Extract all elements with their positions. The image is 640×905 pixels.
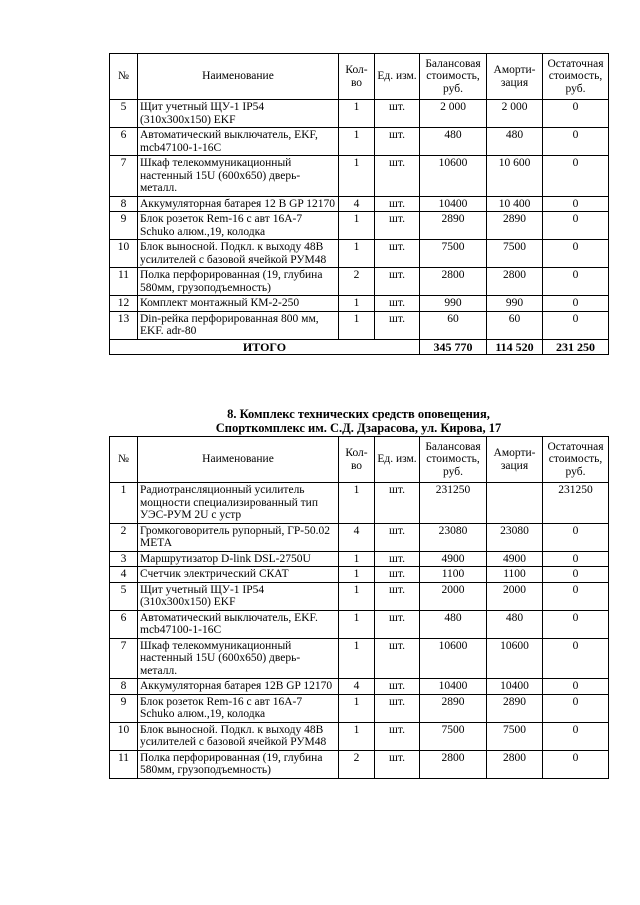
cell-num: 10 (110, 722, 138, 750)
cell-amortization: 4900 (487, 551, 543, 567)
cell-unit: шт. (375, 296, 420, 312)
cell-name: Блок выносной. Подкл. к выходу 48В усилителей с базовой ячейкой РУМ48 (138, 722, 339, 750)
cell-balance: 4900 (420, 551, 487, 567)
cell-unit: шт. (375, 694, 420, 722)
table-row (110, 610, 609, 638)
cell-num: 8 (110, 196, 138, 212)
cell-qty: 1 (339, 483, 375, 524)
cell-balance: 23080 (420, 523, 487, 551)
cell-unit: шт. (375, 722, 420, 750)
cell-unit: шт. (375, 156, 420, 197)
cell-qty: 1 (339, 240, 375, 268)
cell-num: 11 (110, 750, 138, 778)
col-header-unit: Ед. изм. (375, 437, 420, 483)
cell-residual: 231250 (543, 483, 609, 524)
cell-balance: 2800 (420, 750, 487, 778)
cell-name: Щит учетный ЩУ-1 IP54 (310x300x150) EKF (138, 100, 339, 128)
cell-unit: шт. (375, 311, 420, 339)
cell-amortization: 990 (487, 296, 543, 312)
cell-unit: шт. (375, 551, 420, 567)
cell-qty: 1 (339, 694, 375, 722)
cell-qty: 1 (339, 100, 375, 128)
cell-qty: 2 (339, 750, 375, 778)
col-header-residual: Остаточная стоимость, руб. (543, 54, 609, 100)
cell-residual: 0 (543, 679, 609, 695)
cell-num: 3 (110, 551, 138, 567)
cell-unit: шт. (375, 212, 420, 240)
cell-qty: 1 (339, 722, 375, 750)
cell-residual: 0 (543, 311, 609, 339)
cell-residual: 0 (543, 750, 609, 778)
cell-residual: 0 (543, 523, 609, 551)
col-header-num: № (110, 437, 138, 483)
col-header-amortization: Аморти-зация (487, 54, 543, 100)
cell-amortization: 480 (487, 128, 543, 156)
cell-qty: 4 (339, 523, 375, 551)
cell-num: 1 (110, 483, 138, 524)
table-row (110, 240, 609, 268)
cell-amortization: 10 400 (487, 196, 543, 212)
cell-qty: 4 (339, 679, 375, 695)
cell-amortization: 10400 (487, 679, 543, 695)
cell-num: 6 (110, 610, 138, 638)
cell-unit: шт. (375, 100, 420, 128)
cell-amortization: 1100 (487, 567, 543, 583)
cell-unit: шт. (375, 240, 420, 268)
cell-residual: 0 (543, 722, 609, 750)
col-header-balance: Балансовая стоимость, руб. (420, 437, 487, 483)
cell-qty: 1 (339, 311, 375, 339)
cell-name: Блок розеток Rem-16 с авт 16А-7 Schuko алюм.,19, колодка (138, 212, 339, 240)
cell-num: 9 (110, 212, 138, 240)
cell-qty: 1 (339, 582, 375, 610)
total-residual: 231 250 (543, 339, 609, 355)
cell-name: Автоматический выключатель, EKF. mcb47100-1-16C (138, 610, 339, 638)
table-row (110, 694, 609, 722)
total-balance: 345 770 (420, 339, 487, 355)
cell-num: 7 (110, 156, 138, 197)
cell-qty: 1 (339, 128, 375, 156)
cell-name: Счетчик электрический СКАТ (138, 567, 339, 583)
cell-balance: 10400 (420, 196, 487, 212)
table-header-row (110, 437, 609, 483)
table-row (110, 551, 609, 567)
cell-residual: 0 (543, 240, 609, 268)
cell-name: Щит учетный ЩУ-1 IP54 (310x300x150) EKF (138, 582, 339, 610)
cell-unit: шт. (375, 679, 420, 695)
cell-amortization: 7500 (487, 722, 543, 750)
col-header-balance: Балансовая стоимость, руб. (420, 54, 487, 100)
cell-residual: 0 (543, 196, 609, 212)
cell-unit: шт. (375, 268, 420, 296)
table-row (110, 679, 609, 695)
cell-amortization: 480 (487, 610, 543, 638)
col-header-residual: Остаточная стоимость, руб. (543, 437, 609, 483)
section-heading-line-2: Спорткомплекс им. С.Д. Дзарасова, ул. Кирова, 17 (215, 421, 502, 435)
cell-residual: 0 (543, 296, 609, 312)
table-row (110, 750, 609, 778)
cell-balance: 10600 (420, 156, 487, 197)
cell-name: Комплект монтажный КМ-2-250 (138, 296, 339, 312)
cell-qty: 1 (339, 296, 375, 312)
table-row (110, 638, 609, 679)
cell-unit: шт. (375, 567, 420, 583)
cell-balance: 1100 (420, 567, 487, 583)
col-header-name: Наименование (138, 54, 339, 100)
cell-residual: 0 (543, 694, 609, 722)
cell-residual: 0 (543, 100, 609, 128)
total-label: ИТОГО (110, 339, 420, 355)
cell-amortization (487, 483, 543, 524)
cell-amortization: 10600 (487, 638, 543, 679)
total-amortization: 114 520 (487, 339, 543, 355)
cell-residual: 0 (543, 268, 609, 296)
table-row (110, 722, 609, 750)
table-row (110, 196, 609, 212)
assets-table-2 (109, 436, 609, 779)
cell-unit: шт. (375, 128, 420, 156)
cell-amortization: 2800 (487, 268, 543, 296)
cell-num: 9 (110, 694, 138, 722)
cell-qty: 2 (339, 268, 375, 296)
cell-num: 8 (110, 679, 138, 695)
cell-qty: 1 (339, 212, 375, 240)
cell-qty: 1 (339, 638, 375, 679)
cell-balance: 2890 (420, 212, 487, 240)
cell-balance: 7500 (420, 722, 487, 750)
col-header-num: № (110, 54, 138, 100)
table-row (110, 483, 609, 524)
cell-residual: 0 (543, 610, 609, 638)
cell-qty: 1 (339, 551, 375, 567)
table-row (110, 128, 609, 156)
cell-name: Аккумуляторная батарея 12 В GP 12170 (138, 196, 339, 212)
cell-unit: шт. (375, 523, 420, 551)
cell-balance: 2000 (420, 582, 487, 610)
cell-num: 5 (110, 582, 138, 610)
cell-unit: шт. (375, 750, 420, 778)
cell-amortization: 7500 (487, 240, 543, 268)
cell-name: Маршрутизатор D-link DSL-2750U (138, 551, 339, 567)
table-row (110, 582, 609, 610)
table-row (110, 156, 609, 197)
cell-num: 4 (110, 567, 138, 583)
cell-balance: 10400 (420, 679, 487, 695)
section-heading (109, 407, 608, 435)
table-row (110, 567, 609, 583)
cell-num: 11 (110, 268, 138, 296)
cell-qty: 1 (339, 567, 375, 583)
cell-unit: шт. (375, 483, 420, 524)
col-header-qty: Кол-во (339, 54, 375, 100)
cell-unit: шт. (375, 638, 420, 679)
table-row (110, 296, 609, 312)
cell-balance: 480 (420, 128, 487, 156)
cell-num: 6 (110, 128, 138, 156)
section-heading-line-1: 8. Комплекс технических средств оповещения, (227, 407, 490, 421)
cell-amortization: 60 (487, 311, 543, 339)
cell-qty: 1 (339, 610, 375, 638)
cell-name: Автоматический выключатель, EKF, mcb47100-1-16C (138, 128, 339, 156)
cell-num: 10 (110, 240, 138, 268)
col-header-name: Наименование (138, 437, 339, 483)
cell-amortization: 2890 (487, 212, 543, 240)
cell-balance: 2890 (420, 694, 487, 722)
table-row (110, 100, 609, 128)
cell-balance: 60 (420, 311, 487, 339)
cell-residual: 0 (543, 128, 609, 156)
cell-num: 12 (110, 296, 138, 312)
cell-name: Полка перфорированная (19, глубина 580мм, грузоподъемность) (138, 268, 339, 296)
cell-residual: 0 (543, 567, 609, 583)
cell-name: Блок розеток Rem-16 с авт 16А-7 Schuko алюм.,19, колодка (138, 694, 339, 722)
cell-amortization: 2000 (487, 582, 543, 610)
cell-name: Полка перфорированная (19, глубина 580мм, грузоподъемность) (138, 750, 339, 778)
cell-unit: шт. (375, 196, 420, 212)
cell-balance: 7500 (420, 240, 487, 268)
cell-amortization: 23080 (487, 523, 543, 551)
cell-residual: 0 (543, 638, 609, 679)
table-row (110, 212, 609, 240)
table-header-row (110, 54, 609, 100)
cell-amortization: 2890 (487, 694, 543, 722)
cell-num: 7 (110, 638, 138, 679)
cell-qty: 4 (339, 196, 375, 212)
cell-amortization: 10 600 (487, 156, 543, 197)
cell-name: Аккумуляторная батарея 12В GP 12170 (138, 679, 339, 695)
cell-amortization: 2 000 (487, 100, 543, 128)
cell-balance: 231250 (420, 483, 487, 524)
cell-residual: 0 (543, 212, 609, 240)
table-row (110, 523, 609, 551)
table-row (110, 311, 609, 339)
cell-unit: шт. (375, 610, 420, 638)
cell-residual: 0 (543, 551, 609, 567)
cell-balance: 990 (420, 296, 487, 312)
cell-name: Шкаф телекоммуникационный настенный 15U (600x650) дверь-металл. (138, 638, 339, 679)
cell-name: Радиотрансляционный усилитель мощности специализированный тип УЭС-РУМ 2U с устр (138, 483, 339, 524)
cell-qty: 1 (339, 156, 375, 197)
cell-amortization: 2800 (487, 750, 543, 778)
cell-balance: 480 (420, 610, 487, 638)
cell-num: 2 (110, 523, 138, 551)
cell-residual: 0 (543, 156, 609, 197)
total-row (110, 339, 609, 355)
cell-balance: 2800 (420, 268, 487, 296)
cell-balance: 2 000 (420, 100, 487, 128)
cell-balance: 10600 (420, 638, 487, 679)
cell-name: Шкаф телекоммуникационный настенный 15U (600x650) дверь-металл. (138, 156, 339, 197)
assets-table-1 (109, 53, 609, 355)
cell-name: Громкоговоритель рупорный, ГР-50.02 МЕТА (138, 523, 339, 551)
cell-num: 5 (110, 100, 138, 128)
cell-residual: 0 (543, 582, 609, 610)
col-header-qty: Кол-во (339, 437, 375, 483)
cell-name: Блок выносной. Подкл. к выходу 48В усилителей с базовой ячейкой РУМ48 (138, 240, 339, 268)
col-header-amortization: Аморти-зация (487, 437, 543, 483)
table-row (110, 268, 609, 296)
cell-unit: шт. (375, 582, 420, 610)
cell-num: 13 (110, 311, 138, 339)
cell-name: Din-рейка перфорированная 800 мм, EKF. adr-80 (138, 311, 339, 339)
col-header-unit: Ед. изм. (375, 54, 420, 100)
